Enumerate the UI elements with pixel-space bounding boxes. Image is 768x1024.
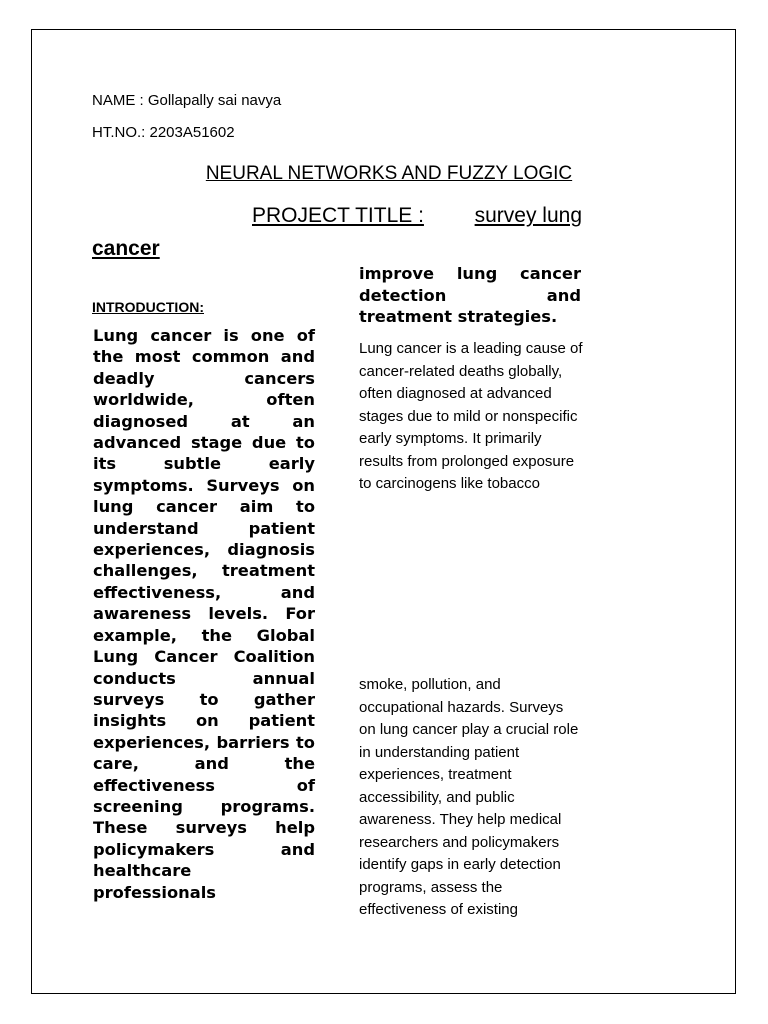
introduction-heading: INTRODUCTION: — [92, 299, 204, 315]
introduction-right-paragraph-2: smoke, pollution, and occupational hazards. Surveys on lung cancer play a crucial role in understanding patient experiences, treatment accessibility, and public awareness. They help medical researchers and policymakers identify gaps in early detection programs, assess the effectiveness of existing — [359, 676, 579, 918]
introduction-right-heading: improve lung cancer detection and treatment strategies. — [359, 264, 581, 327]
subject-heading: NEURAL NETWORKS AND FUZZY LOGIC — [205, 163, 573, 184]
project-title — [92, 202, 582, 260]
project-title-value: survey lung — [474, 204, 582, 227]
project-title-label: PROJECT TITLE : — [252, 204, 424, 227]
project-title-value-continued: cancer — [92, 237, 160, 260]
introduction-left-paragraph: Lung cancer is one of the most common and deadly cancers worldwide, often diagnosed at an advanced stage due to its subtle early symptoms. Surveys on lung cancer aim to understand patient experiences, diagnosis challenges, treatment effectiveness, and awareness levels. For example, the Global Lung Cancer Coalition conducts annual surveys to gather insights on patient experiences, barriers to care, and the effectiveness of screening programs. These surveys help policymakers and healthcare professionals — [93, 326, 315, 902]
hall-ticket-number: HT.NO.: 2203A51602 — [92, 124, 235, 141]
student-name: NAME : Gollapally sai navya — [92, 92, 282, 109]
introduction-right-paragraph-1: Lung cancer is a leading cause of cancer-related deaths globally, often diagnosed at advanced stages due to mild or nonspecific early symptoms. It primarily results from prolonged exposure to carcinogens like tobacco — [359, 340, 583, 492]
